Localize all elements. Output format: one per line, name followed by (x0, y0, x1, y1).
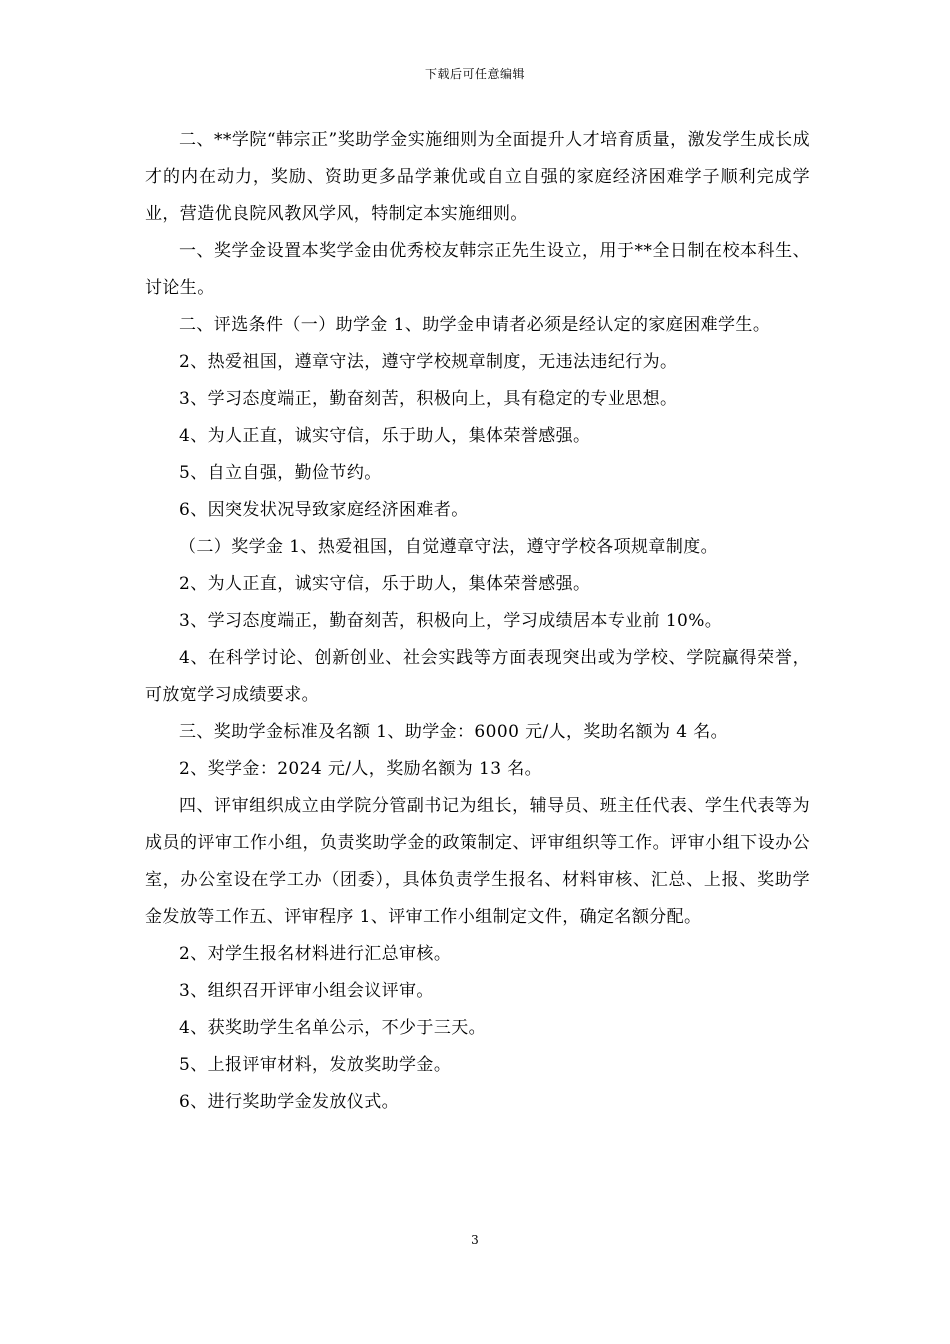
paragraph-procedure-6: 6、进行奖助学金发放仪式。 (179, 1092, 400, 1112)
paragraph-standards-1: 三、奖助学金标准及名额 1、助学金：6000 元/人，奖助名额为 4 名。 (179, 722, 729, 742)
paragraph-criteria-grant-5: 5、自立自强，勤俭节约。 (179, 463, 382, 483)
paragraph-scholarship-setup: 一、奖学金设置本奖学金由优秀校友韩宗正先生设立，用于**全日制在校本科生、讨论生。 (145, 241, 810, 298)
page-header: 下载后可任意编辑 (424, 67, 525, 81)
paragraph-procedure-3: 3、组织召开评审小组会议评审。 (179, 981, 434, 1001)
page-number: 3 (471, 1233, 479, 1247)
paragraph-criteria-grant-3: 3、学习态度端正，勤奋刻苦，积极向上，具有稳定的专业思想。 (179, 389, 678, 409)
paragraph-criteria-grant-6: 6、因突发状况导致家庭经济困难者。 (179, 500, 469, 520)
paragraph-procedure-5: 5、上报评审材料，发放奖助学金。 (179, 1055, 452, 1075)
paragraph-criteria-scholarship-3: 3、学习态度端正，勤奋刻苦，积极向上，学习成绩居本专业前 10%。 (179, 611, 723, 631)
document-body (145, 122, 810, 1121)
paragraph-criteria-scholarship-1: （二）奖学金 1、热爱祖国，自觉遵章守法，遵守学校各项规章制度。 (179, 537, 719, 557)
paragraph-criteria-grant-2: 2、热爱祖国，遵章守法，遵守学校规章制度，无违法违纪行为。 (179, 352, 678, 372)
paragraph-title-intro: 二、**学院“韩宗正”奖助学金实施细则为全面提升人才培育质量，激发学生成长成才的内在动力，奖励、资助更多品学兼优或自立自强的家庭经济困难学子顺利完成学业，营造优良院风教风学风，特制定本实施细则。 (145, 130, 810, 224)
paragraph-criteria-grant-1: 二、评选条件（一）助学金 1、助学金申请者必须是经认定的家庭困难学生。 (179, 315, 771, 335)
paragraph-criteria-scholarship-4: 4、在科学讨论、创新创业、社会实践等方面表现突出或为学校、学院赢得荣誉，可放宽学习成绩要求。 (145, 648, 810, 705)
paragraph-review-organization: 四、评审组织成立由学院分管副书记为组长，辅导员、班主任代表、学生代表等为成员的评审工作小组，负责奖助学金的政策制定、评审组织等工作。评审小组下设办公室，办公室设在学工办（团委），具体负责学生报名、材料审核、汇总、上报、奖助学金发放等工作五、评审程序 1、评审工作小组制定文件，确定名额分配。 (145, 796, 810, 927)
paragraph-criteria-grant-4: 4、为人正直，诚实守信，乐于助人，集体荣誉感强。 (179, 426, 591, 446)
paragraph-standards-2: 2、奖学金：2024 元/人，奖励名额为 13 名。 (179, 759, 543, 779)
paragraph-criteria-scholarship-2: 2、为人正直，诚实守信，乐于助人，集体荣誉感强。 (179, 574, 591, 594)
paragraph-procedure-2: 2、对学生报名材料进行汇总审核。 (179, 944, 452, 964)
paragraph-procedure-4: 4、获奖助学生名单公示，不少于三天。 (179, 1018, 487, 1038)
